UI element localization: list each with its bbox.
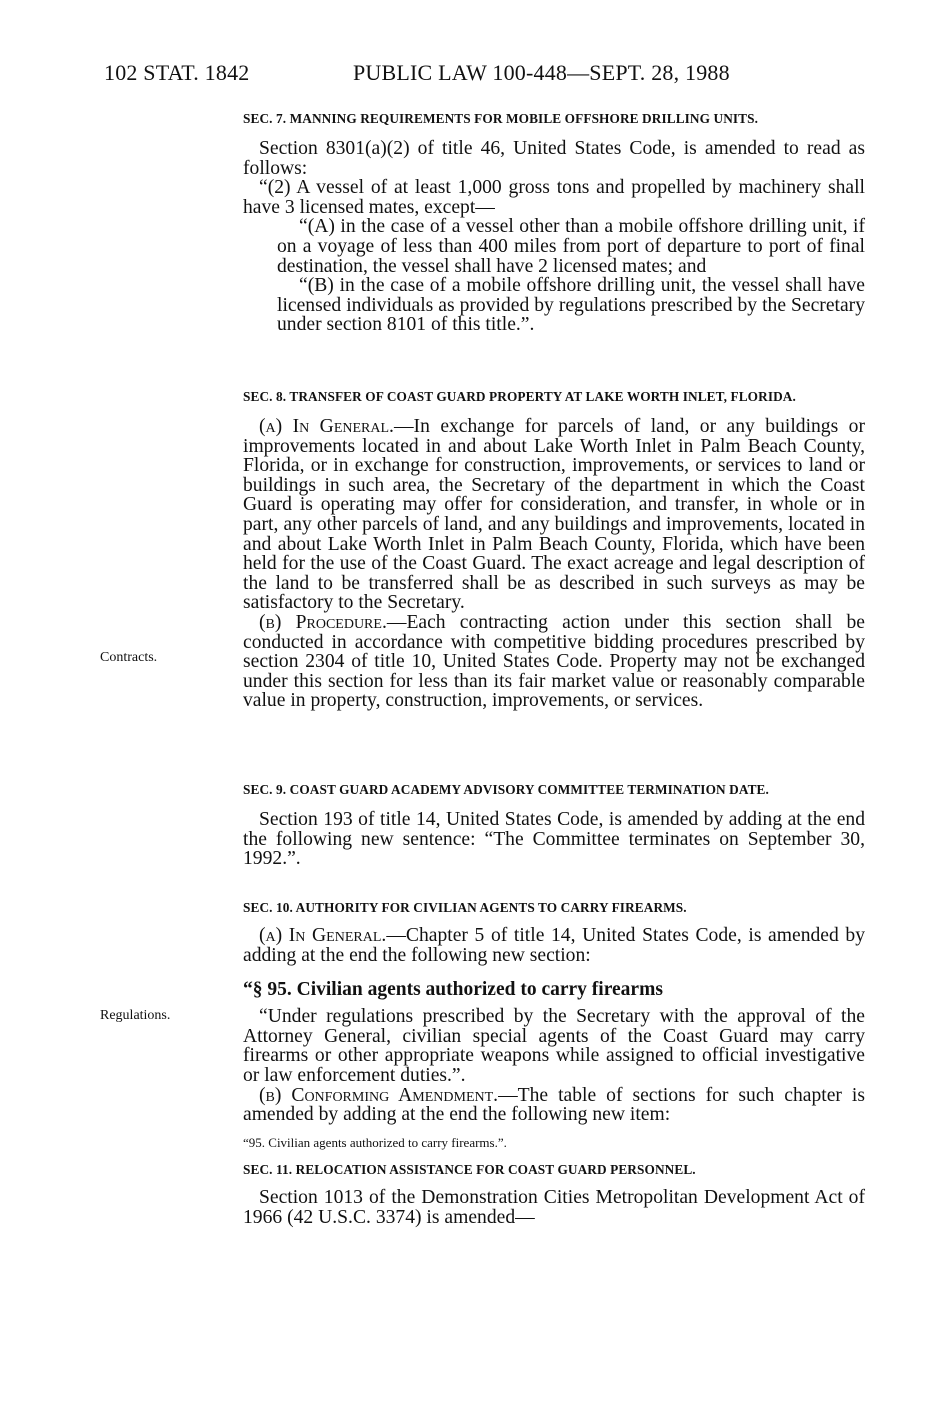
law-title: PUBLIC LAW 100-448—SEPT. 28, 1988 xyxy=(353,60,730,85)
section-heading: SEC. 9. COAST GUARD ACADEMY ADVISORY COMMITTEE TERMINATION DATE. xyxy=(243,782,769,797)
paragraph xyxy=(243,613,865,711)
subsection-label: (b) Procedure. xyxy=(259,611,387,633)
subsection-text: —In exchange for parcels of land, or any buildings or improvements located in and about Lake Worth Inlet in Palm Beach County, Florida, or in exchange for construction, improvements, or services to land or buildings in such area, the Secretary of the department in which the Coast Guard is operating may offer for consideration, and transfer, in whole or in part, any other parcels of land, and any buildings and improvements, located in and about Lake Worth Inlet in Palm Beach County, Florida, which have been held for the use of the Coast Guard. The exact acreage and legal description of the land to be transferred shall be as described in such surveys as may be satisfactory to the Secretary. xyxy=(243,416,865,614)
subsection-label: (a) In General. xyxy=(259,416,394,437)
section-9 xyxy=(243,781,865,869)
paragraph: “(2) A vessel of at least 1,000 gross tons and propelled by machinery shall have 3 licensed mates, except— xyxy=(243,177,865,218)
section-7 xyxy=(243,110,865,335)
paragraph: Section 193 of title 14, United States Code, is amended by adding at the end the following new sentence: “The Committee terminates on September 30, 1992.”. xyxy=(243,809,865,870)
quoted-text: “Under regulations prescribed by the Secretary with the approval of the Attorney General, civilian special agents of the Coast Guard may carry firearms or other appropriate weapons while assigned to official investigative or law enforcement duties.”. xyxy=(243,1006,865,1086)
paragraph xyxy=(243,926,865,965)
subsection-label: (a) In General. xyxy=(259,925,387,946)
section-heading: SEC. 10. AUTHORITY FOR CIVILIAN AGENTS TO CARRY FIREARMS. xyxy=(243,900,687,915)
paragraph: Section 8301(a)(2) of title 46, United States Code, is amended to read as follows: xyxy=(243,138,865,179)
subsection-text: —Chapter 5 of title 14, United States Code, is amended by adding at the end the following new section: xyxy=(243,925,865,966)
margin-note-contracts: Contracts. xyxy=(100,650,158,665)
subsection-text: —The table of sections for such chapter is amended by adding at the end the following new item: xyxy=(243,1084,865,1126)
paragraph xyxy=(243,417,865,613)
subsection-label: (b) Conforming Amendment. xyxy=(259,1084,499,1106)
table-of-sections-item: “95. Civilian agents authorized to carry firearms.”. xyxy=(243,1134,507,1150)
section-8 xyxy=(243,388,865,711)
section-10 xyxy=(243,899,865,1151)
paragraph: “(A) in the case of a vessel other than a mobile offshore drilling unit, if on a voyage of less than 400 miles from port of departure to port of final destination, the vessel shall have 2 licensed mates; and xyxy=(277,216,865,277)
subsection-text: —Each contracting action under this section shall be conducted in accordance with competitive bidding procedures prescribed by section 2304 of title 10, United States Code. Property may not be exchanged under this section for less than its fair market value or reasonably comparable value in property, construction, improvements, or services. xyxy=(243,611,865,712)
section-11 xyxy=(243,1161,865,1227)
stat-citation: 102 STAT. 1842 xyxy=(104,60,250,85)
section-heading: SEC. 7. MANNING REQUIREMENTS FOR MOBILE OFFSHORE DRILLING UNITS. xyxy=(243,111,759,126)
paragraph xyxy=(243,1086,865,1125)
section-heading: SEC. 11. RELOCATION ASSISTANCE FOR COAST GUARD PERSONNEL. xyxy=(243,1162,696,1177)
paragraph: Section 1013 of the Demonstration Cities Metropolitan Development Act of 1966 (42 U.S.C. 3374) is amended— xyxy=(243,1187,865,1228)
paragraph: “(B) in the case of a mobile offshore drilling unit, the vessel shall have licensed individuals as provided by regulations prescribed by the Secretary under section 8101 of this title.”. xyxy=(277,275,865,336)
section-heading: SEC. 8. TRANSFER OF COAST GUARD PROPERTY AT LAKE WORTH INLET, FLORIDA. xyxy=(243,389,796,404)
new-section-heading: “§ 95. Civilian agents authorized to carry firearms xyxy=(243,979,663,1001)
margin-note-regulations: Regulations. xyxy=(100,1008,171,1023)
